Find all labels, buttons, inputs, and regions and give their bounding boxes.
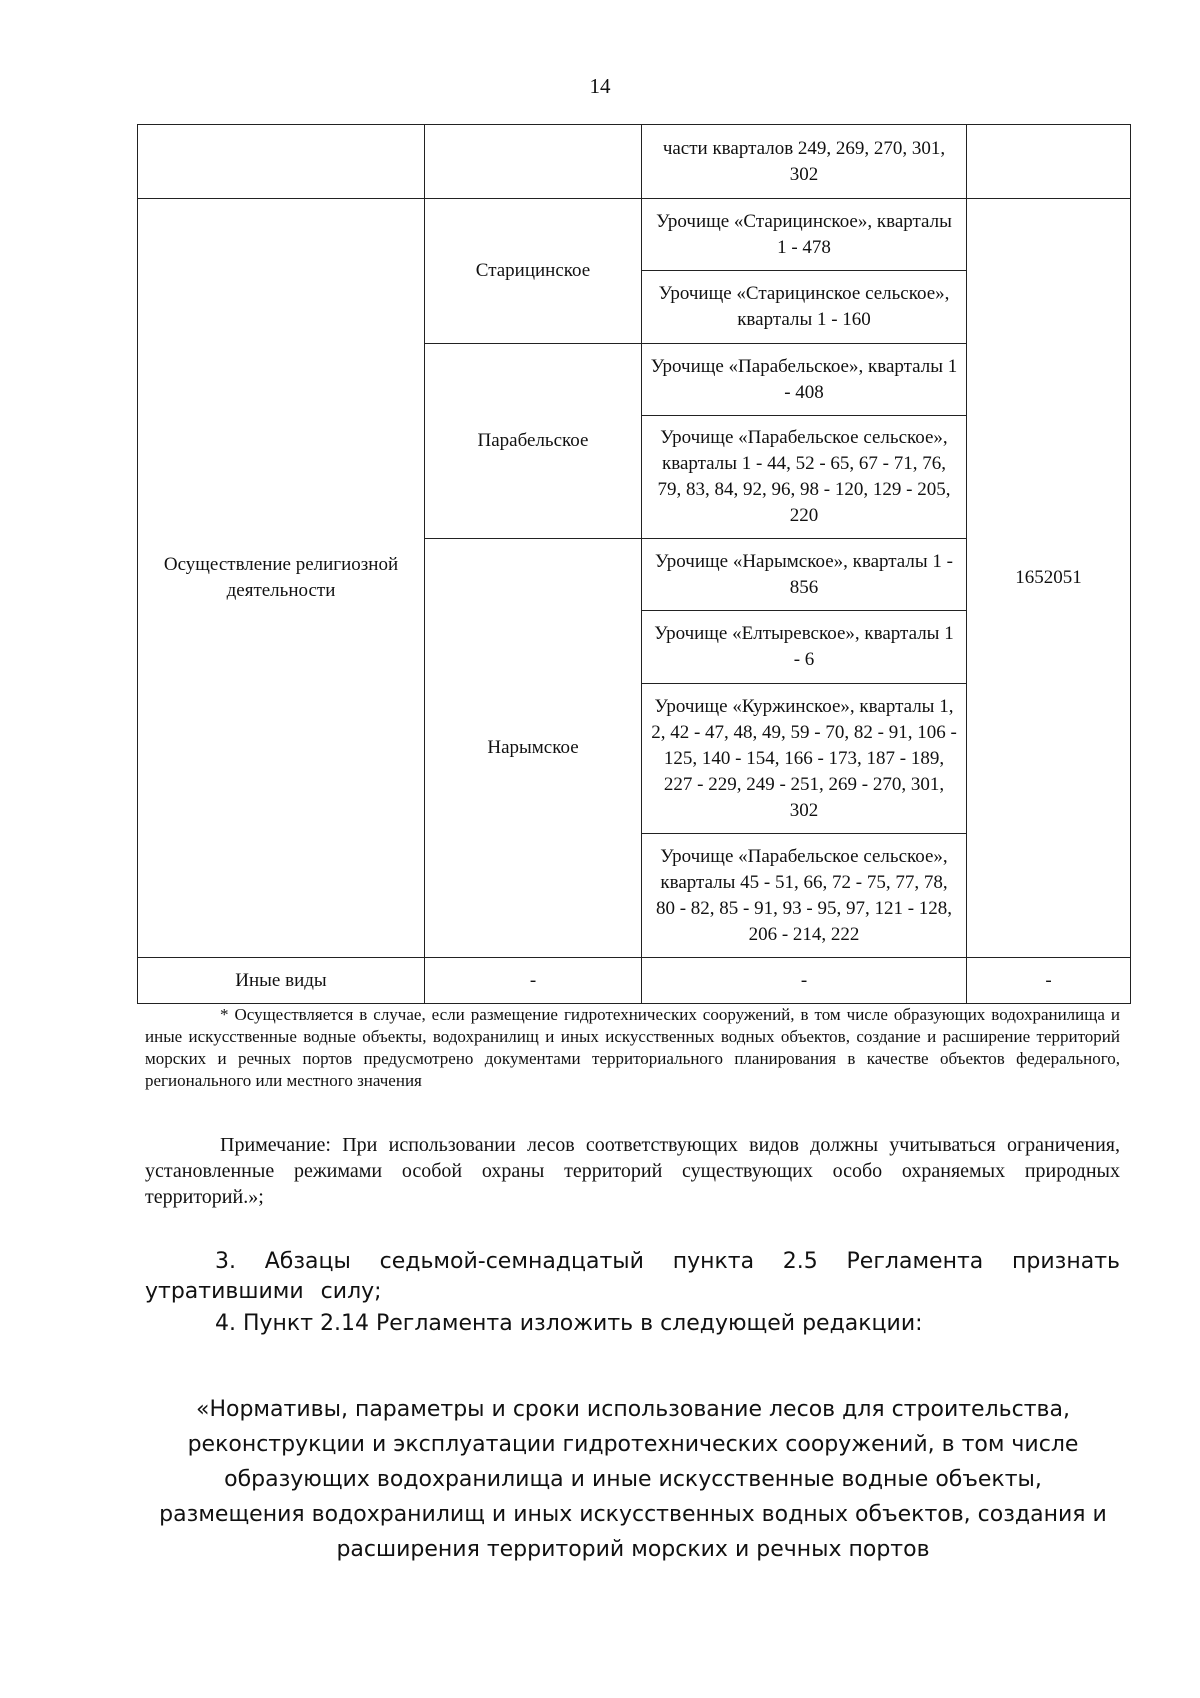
- paragraph-3: 3. Абзацы седьмой-семнадцатый пункта 2.5 Регламента признать утратившими силу;: [145, 1249, 1120, 1304]
- table-cell-location: Урочище «Елтыревское», кварталы 1 - 6: [642, 611, 967, 684]
- table-cell-forestry: [425, 125, 642, 199]
- table-row: [138, 125, 1131, 199]
- table-cell-location: Урочище «Парабельское сельское», кварталы 45 - 51, 66, 72 - 75, 77, 78, 80 - 82, 85 - 91, 93 - 95, 97, 121 - 128, 206 - 214, 222: [642, 834, 967, 958]
- table-cell-area: [967, 125, 1131, 199]
- table-cell-forestry: -: [425, 958, 642, 1004]
- quoted-heading-line: «Нормативы, параметры и сроки использование лесов для строительства,: [196, 1397, 1070, 1422]
- table-cell-forestry: Парабельское: [425, 344, 642, 539]
- table-cell-area: -: [967, 958, 1131, 1004]
- footnote: * Осуществляется в случае, если размещение гидротехнических сооружений, в том числе образующих водохранилища и иные искусственные водные объекты, водохранилищ и иных искусственных водных объектов, создание и расширение территорий морских и речных портов предусмотрено документами территориального планирования в качестве объектов федерального, регионального или местного значения: [145, 1005, 1120, 1090]
- table-cell-activity: Осуществление религиозной деятельности: [138, 199, 425, 958]
- table-cell-location: Урочище «Парабельское», кварталы 1 - 408: [642, 344, 967, 416]
- table-cell-forestry: Старицинское: [425, 199, 642, 344]
- forest-use-table: [137, 124, 1131, 1004]
- table-cell-location: Урочище «Парабельское сельское», кварталы 1 - 44, 52 - 65, 67 - 71, 76, 79, 83, 84, 92, 96, 98 - 120, 129 - 205, 220: [642, 416, 967, 539]
- table-cell-activity: Иные виды: [138, 958, 425, 1004]
- table-cell-activity: [138, 125, 425, 199]
- quoted-heading: [138, 1392, 1128, 1567]
- table-cell-location: -: [642, 958, 967, 1004]
- table-note: Примечание: При использовании лесов соответствующих видов должны учитываться ограничения, установленные режимами особой охраны территорий существующих особо охраняемых природных территорий.»;: [145, 1134, 1120, 1208]
- page-number: 14: [589, 74, 611, 98]
- quoted-heading-line: реконструкции и эксплуатации гидротехнических сооружений, в том числе: [187, 1432, 1079, 1457]
- table-cell-location: Урочище «Старицинское», кварталы 1 - 478: [642, 199, 967, 271]
- quoted-heading-line: расширения территорий морских и речных портов: [336, 1537, 930, 1562]
- quoted-heading-line: образующих водохранилища и иные искусственные водные объекты,: [224, 1467, 1042, 1492]
- table-cell-location: Урочище «Куржинское», кварталы 1, 2, 42 - 47, 48, 49, 59 - 70, 82 - 91, 106 - 125, 140 - 154, 166 - 173, 187 - 189, 227 - 229, 249 - 251, 269 - 270, 301, 302: [642, 684, 967, 834]
- paragraph-4: 4. Пункт 2.14 Регламента изложить в следующей редакции:: [215, 1311, 923, 1336]
- table-cell-area: 1652051: [967, 199, 1131, 958]
- table-cell-location: Урочище «Нарымское», кварталы 1 - 856: [642, 539, 967, 611]
- table-cell-forestry: Нарымское: [425, 539, 642, 958]
- quoted-heading-line: размещения водохранилищ и иных искусственных водных объектов, создания и: [159, 1502, 1107, 1527]
- table-row: [138, 958, 1131, 1004]
- table-cell-location: части кварталов 249, 269, 270, 301, 302: [642, 125, 967, 199]
- table-row: [138, 199, 1131, 271]
- table-cell-location: Урочище «Старицинское сельское», кварталы 1 - 160: [642, 271, 967, 344]
